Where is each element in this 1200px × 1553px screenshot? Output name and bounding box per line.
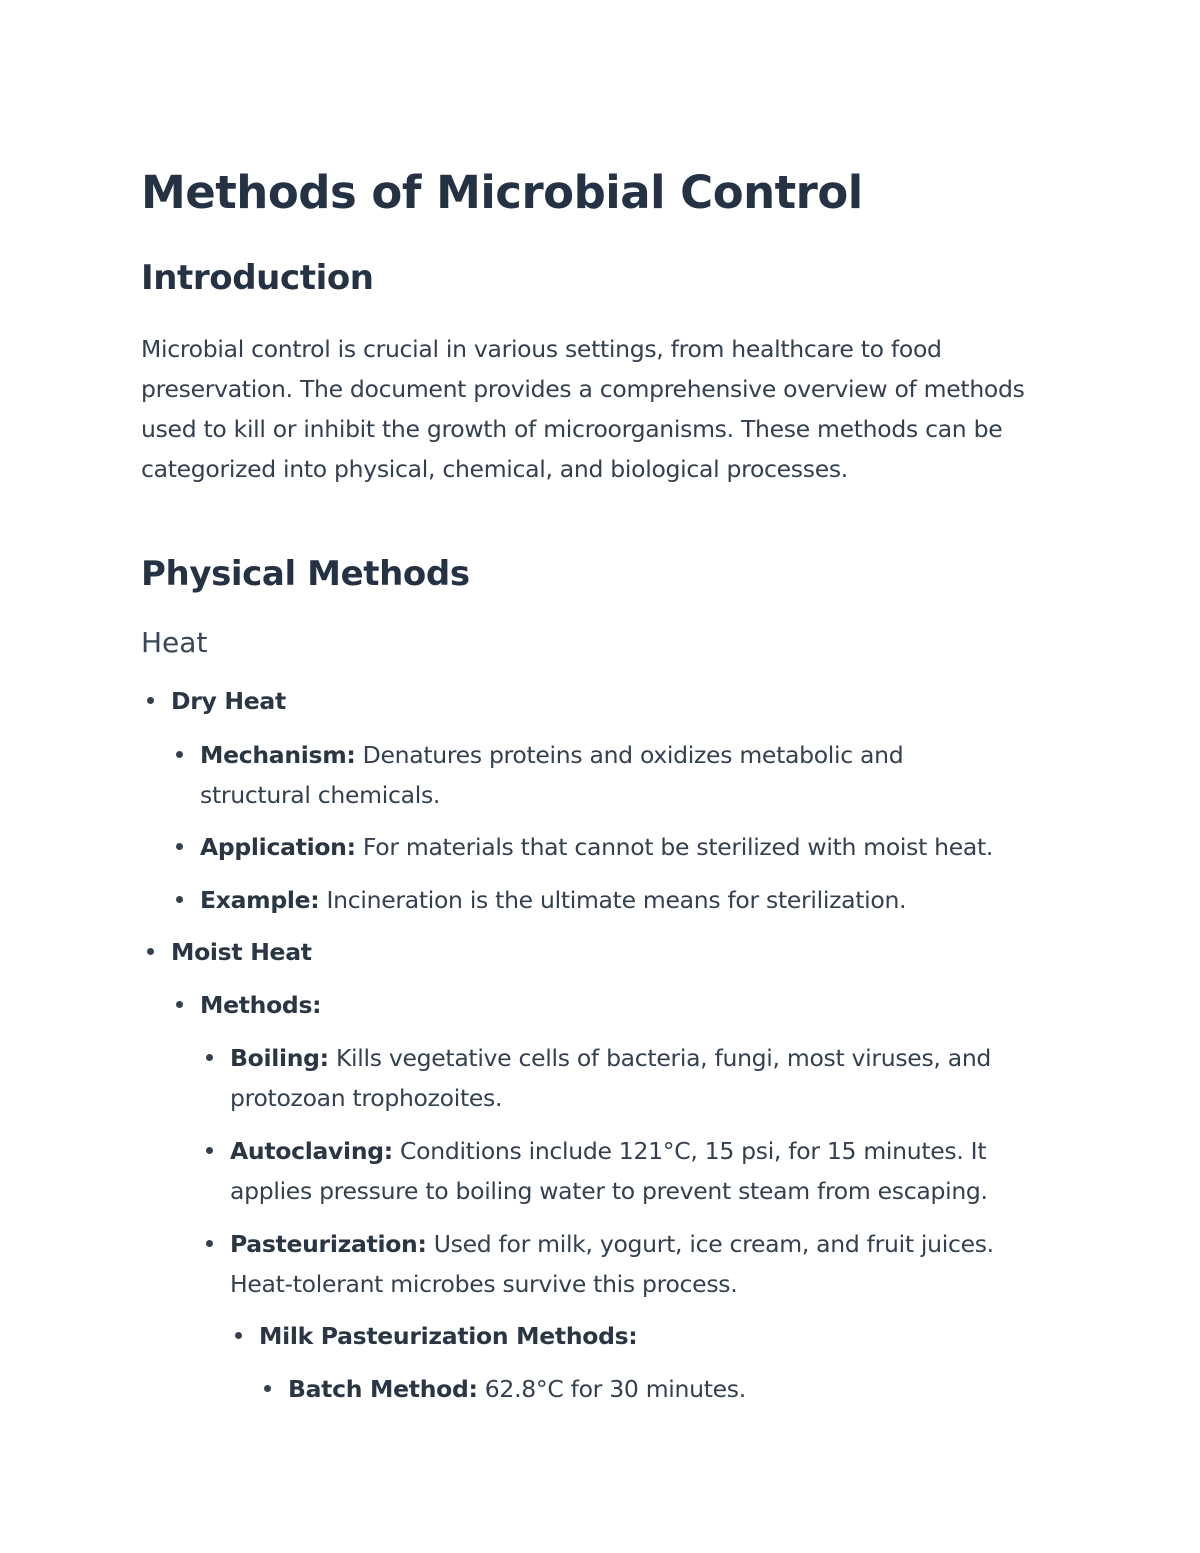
- mechanism-label: Mechanism:: [200, 741, 356, 769]
- moist-heat-label: Moist Heat: [171, 938, 312, 966]
- boiling-text: Kills vegetative cells of bacteria, fungi, most viruses, and protozoan trophozoites.: [230, 1044, 992, 1112]
- bullet-icon: [235, 1332, 242, 1339]
- batch-method-text: 62.8°C for 30 minutes.: [477, 1375, 746, 1403]
- bullet-icon: [206, 1147, 213, 1154]
- bullet-icon: [176, 1001, 183, 1008]
- application-text: For materials that cannot be sterilized with moist heat.: [355, 833, 994, 861]
- physical-methods-heading: Physical Methods: [141, 554, 470, 594]
- bullet-icon: [206, 1240, 213, 1247]
- autoclaving-text: Conditions include 121°C, 15 psi, for 15 minutes. It applies pressure to boiling water to prevent steam from escaping.: [230, 1137, 988, 1205]
- example-label: Example:: [200, 886, 320, 914]
- methods-label: Methods:: [200, 991, 322, 1019]
- example-text: Incineration is the ultimate means for sterilization.: [319, 886, 907, 914]
- list-item-moist-heat: [171, 932, 1031, 972]
- autoclaving-label: Autoclaving:: [230, 1137, 393, 1165]
- batch-method-label: Batch Method:: [288, 1375, 478, 1403]
- bullet-icon: [176, 843, 183, 850]
- dry-heat-label: Dry Heat: [171, 687, 286, 715]
- bullet-icon: [147, 697, 154, 704]
- boiling-label: Boiling:: [230, 1044, 329, 1072]
- pasteurization-label: Pasteurization:: [230, 1230, 427, 1258]
- list-item-boiling: [230, 1038, 1025, 1118]
- page-title: Methods of Microbial Control: [141, 166, 863, 219]
- bullet-icon: [264, 1385, 271, 1392]
- list-item-mechanism: [200, 735, 1000, 815]
- introduction-paragraph: Microbial control is crucial in various settings, from healthcare to food preservation. The document provides a comprehensive overview of methods used to kill or inhibit the growth of microorganisms. These methods can be categorized into physical, chemical, and biological processes.: [141, 335, 1025, 483]
- pasteurization-text: Used for milk, yogurt, ice cream, and fruit juices. Heat-tolerant microbes survive this process.: [230, 1230, 994, 1298]
- introduction-heading: Introduction: [141, 258, 374, 298]
- list-item-batch-method: [288, 1369, 1028, 1409]
- list-item-pasteurization: [230, 1224, 1030, 1304]
- milk-methods-label: Milk Pasteurization Methods:: [259, 1322, 638, 1350]
- bullet-icon: [176, 896, 183, 903]
- mechanism-text: Denatures proteins and oxidizes metabolic and structural chemicals.: [200, 741, 904, 809]
- list-item-autoclaving: [230, 1131, 1042, 1211]
- list-item-methods: [200, 985, 1000, 1025]
- list-item-example: [200, 880, 1040, 920]
- heat-subheading: Heat: [141, 626, 208, 659]
- bullet-icon: [206, 1054, 213, 1061]
- list-item-dry-heat: [171, 681, 1031, 721]
- application-label: Application:: [200, 833, 356, 861]
- list-item-milk-methods: [259, 1316, 1019, 1356]
- list-item-application: [200, 827, 1040, 867]
- bullet-icon: [176, 751, 183, 758]
- bullet-icon: [147, 948, 154, 955]
